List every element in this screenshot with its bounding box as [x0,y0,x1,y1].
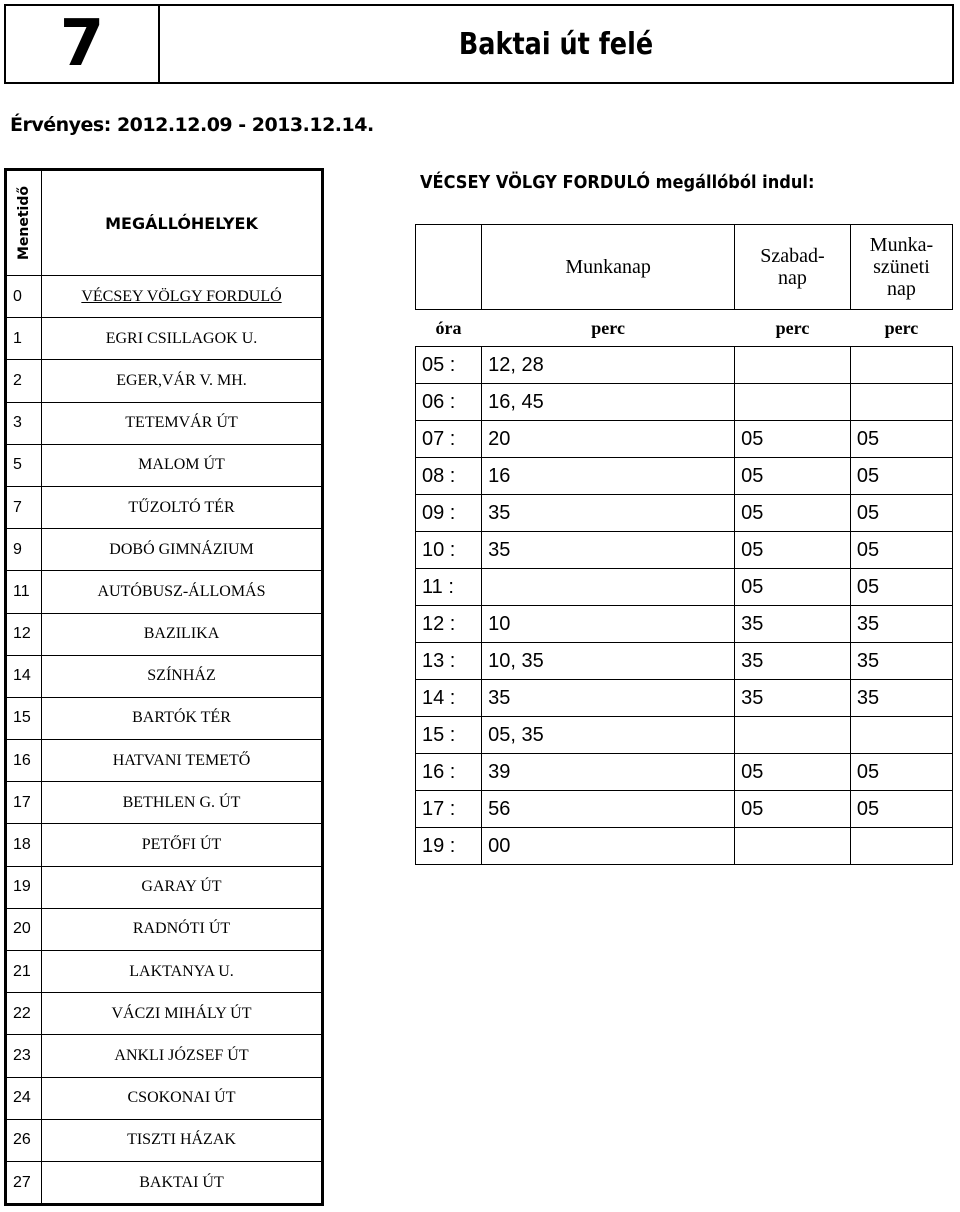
stop-name: EGER,VÁR V. MH. [42,360,323,402]
timetable-row [416,754,953,791]
timetable-row [416,717,953,754]
hour-cell: 06 : [416,384,482,421]
hour-cell: 09 : [416,495,482,532]
hour-subheader: óra [416,310,482,347]
stops-header: MEGÁLLÓHELYEK [42,170,323,276]
stop-row [6,571,323,613]
stop-row [6,276,323,318]
stop-travel-time: 1 [6,318,42,360]
stop-travel-time: 26 [6,1119,42,1161]
validity-period: Érvényes: 2012.12.09 - 2013.12.14. [10,114,374,136]
stop-row [6,360,323,402]
stop-name: BAKTAI ÚT [42,1161,323,1204]
hour-cell: 08 : [416,458,482,495]
stop-row [6,402,323,444]
holiday-header-line1: Munka- [869,234,934,256]
hour-cell: 16 : [416,754,482,791]
workday-minutes: 35 [482,495,735,532]
stop-travel-time: 20 [6,908,42,950]
timetable-header-row [416,225,953,310]
stop-row [6,951,323,993]
holiday-minutes: 35 [850,606,952,643]
start-stop-name: VÉCSEY VÖLGY FORDULÓ [81,287,282,305]
stop-row [6,1035,323,1077]
stop-name: GARAY ÚT [42,866,323,908]
stop-travel-time: 3 [6,402,42,444]
saturday-minutes [735,384,851,421]
saturday-minutes: 05 [735,495,851,532]
stop-name: VÁCZI MIHÁLY ÚT [42,993,323,1035]
workday-header: Munkanap [482,225,735,310]
saturday-header [735,225,851,310]
stop-travel-time: 7 [6,486,42,528]
saturday-minutes: 05 [735,754,851,791]
workday-minutes: 20 [482,421,735,458]
holiday-minutes [850,717,952,754]
workday-minutes: 35 [482,680,735,717]
saturday-header-line1: Szabad- [760,245,825,267]
saturday-minutes: 05 [735,458,851,495]
timetable-row [416,680,953,717]
holiday-minutes: 05 [850,458,952,495]
timetable-row [416,347,953,384]
stop-travel-time: 19 [6,866,42,908]
stop-travel-time: 21 [6,951,42,993]
workday-minutes: 16, 45 [482,384,735,421]
stop-name: LAKTANYA U. [42,951,323,993]
saturday-minutes [735,828,851,865]
hour-cell: 11 : [416,569,482,606]
workday-minutes: 16 [482,458,735,495]
saturday-minutes: 35 [735,606,851,643]
saturday-minutes [735,347,851,384]
holiday-minutes: 05 [850,754,952,791]
stop-row [6,529,323,571]
stop-travel-time: 0 [6,276,42,318]
route-direction: Baktai út felé [458,26,654,62]
travel-time-header-cell [6,170,42,276]
stop-row [6,824,323,866]
stop-name: RADNÓTI ÚT [42,908,323,950]
stop-travel-time: 24 [6,1077,42,1119]
travel-time-header: Menetidő [16,185,32,261]
stop-row [6,486,323,528]
holiday-header-line3: nap [887,278,916,300]
stop-row [6,655,323,697]
workday-minutes: 10, 35 [482,643,735,680]
holiday-minutes [850,384,952,421]
holiday-subheader: perc [850,310,952,347]
timetable-row [416,606,953,643]
timetable-row [416,384,953,421]
stop-name: DOBÓ GIMNÁZIUM [42,529,323,571]
timetable-row [416,791,953,828]
workday-minutes: 35 [482,532,735,569]
workday-minutes: 00 [482,828,735,865]
saturday-minutes: 35 [735,643,851,680]
stop-name: PETŐFI ÚT [42,824,323,866]
saturday-minutes: 05 [735,421,851,458]
timetable-row [416,643,953,680]
holiday-header [850,225,952,310]
holiday-minutes: 05 [850,791,952,828]
holiday-minutes [850,347,952,384]
hour-cell: 15 : [416,717,482,754]
stop-name: EGRI CSILLAGOK U. [42,318,323,360]
timetable-row [416,569,953,606]
saturday-subheader: perc [735,310,851,347]
workday-minutes: 05, 35 [482,717,735,754]
timetable-row [416,458,953,495]
stop-travel-time: 17 [6,782,42,824]
hour-cell: 13 : [416,643,482,680]
saturday-minutes: 05 [735,532,851,569]
hour-cell: 14 : [416,680,482,717]
stop-travel-time: 18 [6,824,42,866]
stop-row [6,613,323,655]
stops-header-row [6,170,323,276]
stop-travel-time: 5 [6,444,42,486]
workday-subheader: perc [482,310,735,347]
saturday-minutes: 35 [735,680,851,717]
stop-row [6,1077,323,1119]
departure-stop-caption: VÉCSEY VÖLGY FORDULÓ megállóból indul: [420,172,815,193]
timetable-row [416,495,953,532]
workday-minutes: 56 [482,791,735,828]
holiday-minutes: 35 [850,680,952,717]
stop-row [6,318,323,360]
stop-name: TŰZOLTÓ TÉR [42,486,323,528]
stop-name: BARTÓK TÉR [42,697,323,739]
stop-name: SZÍNHÁZ [42,655,323,697]
stop-name: BAZILIKA [42,613,323,655]
workday-minutes: 39 [482,754,735,791]
stop-row [6,866,323,908]
holiday-minutes: 05 [850,495,952,532]
hour-cell: 12 : [416,606,482,643]
stop-row [6,1161,323,1204]
hour-cell: 05 : [416,347,482,384]
timetable-subheader-row [416,310,953,347]
timetable-row [416,532,953,569]
stop-travel-time: 22 [6,993,42,1035]
stop-travel-time: 15 [6,697,42,739]
stop-name: TETEMVÁR ÚT [42,402,323,444]
stop-row [6,444,323,486]
stop-travel-time: 11 [6,571,42,613]
stop-name: HATVANI TEMETŐ [42,740,323,782]
saturday-minutes: 05 [735,791,851,828]
stop-name: BETHLEN G. ÚT [42,782,323,824]
stop-name: AUTÓBUSZ-ÁLLOMÁS [42,571,323,613]
stops-table [4,168,324,1206]
stop-row [6,908,323,950]
workday-minutes: 10 [482,606,735,643]
hour-cell: 19 : [416,828,482,865]
stop-travel-time: 12 [6,613,42,655]
stop-row [6,740,323,782]
hour-cell: 17 : [416,791,482,828]
stop-row [6,1119,323,1161]
stop-travel-time: 14 [6,655,42,697]
hour-cell: 10 : [416,532,482,569]
workday-minutes: 12, 28 [482,347,735,384]
stop-travel-time: 16 [6,740,42,782]
holiday-header-line2: szüneti [873,256,930,278]
workday-minutes [482,569,735,606]
saturday-header-line2: nap [778,267,807,289]
stop-name: CSOKONAI ÚT [42,1077,323,1119]
timetable-header [4,4,954,84]
holiday-minutes: 05 [850,421,952,458]
stop-travel-time: 27 [6,1161,42,1204]
departure-timetable [415,224,953,865]
holiday-minutes: 05 [850,569,952,606]
holiday-minutes [850,828,952,865]
stop-name: MALOM ÚT [42,444,323,486]
hour-cell: 07 : [416,421,482,458]
stop-row [6,782,323,824]
stop-travel-time: 2 [6,360,42,402]
saturday-minutes: 05 [735,569,851,606]
stop-name [42,276,323,318]
holiday-minutes: 05 [850,532,952,569]
holiday-minutes: 35 [850,643,952,680]
stop-name: ANKLI JÓZSEF ÚT [42,1035,323,1077]
stop-row [6,697,323,739]
stop-travel-time: 23 [6,1035,42,1077]
hour-header-blank [416,225,482,310]
stop-row [6,993,323,1035]
timetable-row [416,828,953,865]
saturday-minutes [735,717,851,754]
stop-travel-time: 9 [6,529,42,571]
stop-name: TISZTI HÁZAK [42,1119,323,1161]
route-number: 7 [6,6,160,82]
timetable-row [416,421,953,458]
